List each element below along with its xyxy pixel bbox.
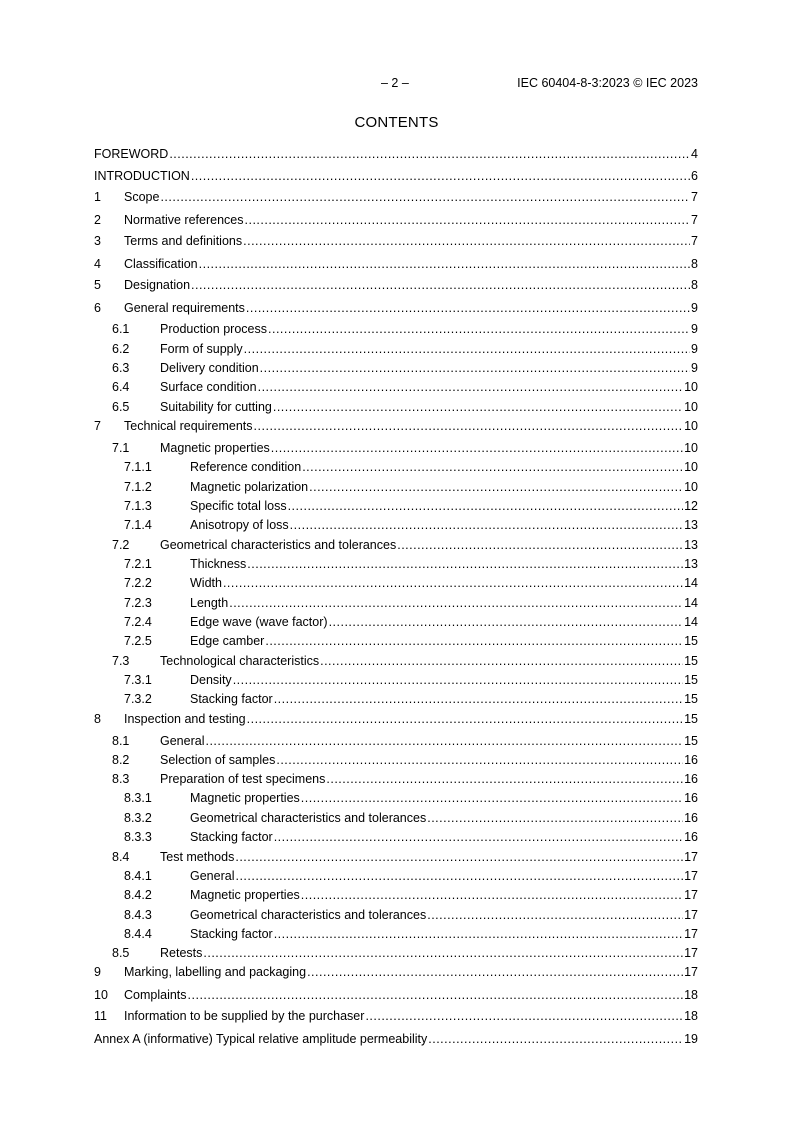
toc-entry-page: 18 bbox=[684, 988, 698, 1002]
toc-entry-page: 17 bbox=[684, 850, 698, 864]
toc-entry-page: 17 bbox=[684, 965, 698, 979]
toc-entry[interactable] bbox=[94, 653, 698, 669]
toc-entry[interactable] bbox=[94, 790, 698, 806]
toc-entry[interactable] bbox=[94, 233, 698, 249]
toc-entry-page: 7 bbox=[691, 234, 698, 248]
dot-leader bbox=[254, 418, 684, 434]
toc-entry-number: 7.3 bbox=[112, 654, 130, 668]
dot-leader bbox=[243, 233, 690, 249]
toc-entry[interactable] bbox=[94, 1031, 698, 1047]
toc-entry[interactable] bbox=[94, 1008, 698, 1024]
toc-entry-page: 15 bbox=[684, 634, 698, 648]
toc-entry-title: Suitability for cutting bbox=[160, 400, 272, 414]
toc-entry-number: 7.3.1 bbox=[124, 673, 152, 687]
toc-entry-page: 14 bbox=[684, 596, 698, 610]
toc-entry-title: General requirements bbox=[124, 301, 245, 315]
contents-title: CONTENTS bbox=[354, 114, 439, 131]
toc-entry-number: 5 bbox=[94, 278, 101, 292]
toc-entry-title: Length bbox=[190, 596, 229, 610]
toc-entry[interactable] bbox=[94, 440, 698, 456]
toc-entry-number: 8.4.2 bbox=[124, 888, 152, 902]
toc-entry-page: 10 bbox=[684, 419, 698, 433]
toc-entry-title: Stacking factor bbox=[190, 927, 273, 941]
toc-entry[interactable] bbox=[94, 168, 698, 184]
toc-entry-page: 9 bbox=[691, 301, 698, 315]
toc-entry-number: 3 bbox=[94, 234, 101, 248]
toc-entry-title: Production process bbox=[160, 322, 268, 336]
toc-entry[interactable] bbox=[94, 964, 698, 980]
toc-entry-number: 6.5 bbox=[112, 400, 130, 414]
dot-leader bbox=[365, 1008, 683, 1024]
toc-entry[interactable] bbox=[94, 418, 698, 434]
toc-entry-title: Surface condition bbox=[160, 380, 257, 394]
toc-entry[interactable] bbox=[94, 537, 698, 553]
document-reference: IEC 60404-8-3:2023 © IEC 2023 bbox=[517, 76, 698, 90]
toc-entry-number: 8.2 bbox=[112, 753, 130, 767]
toc-entry-title: Edge camber bbox=[190, 634, 265, 648]
toc-entry-title: General bbox=[160, 734, 205, 748]
toc-entry-number: 7.1 bbox=[112, 441, 130, 455]
toc-entry[interactable] bbox=[94, 321, 698, 337]
toc-entry-title: Normative references bbox=[124, 213, 244, 227]
toc-entry-title: FOREWORD bbox=[94, 147, 169, 161]
toc-entry[interactable] bbox=[94, 733, 698, 749]
toc-entry-title: Anisotropy of loss bbox=[190, 518, 289, 532]
toc-entry-title: Magnetic properties bbox=[190, 791, 300, 805]
toc-entry[interactable] bbox=[94, 771, 698, 787]
toc-entry-page: 10 bbox=[684, 400, 698, 414]
toc-entry-title: Edge wave (wave factor) bbox=[190, 615, 328, 629]
toc-entry-number: 7.2.3 bbox=[124, 596, 152, 610]
toc-entry-number: 7.1.4 bbox=[124, 518, 152, 532]
dot-leader bbox=[260, 360, 690, 376]
dot-leader bbox=[191, 277, 690, 293]
toc-entry-title: Technological characteristics bbox=[160, 654, 320, 668]
toc-entry-page: 10 bbox=[684, 460, 698, 474]
toc-entry-number: 6.1 bbox=[112, 322, 130, 336]
dot-leader bbox=[428, 1031, 683, 1047]
toc-entry-title: Technical requirements bbox=[124, 419, 253, 433]
toc-entry[interactable] bbox=[94, 341, 698, 357]
toc-entry-page: 9 bbox=[691, 322, 698, 336]
toc-entry[interactable] bbox=[94, 300, 698, 316]
dot-leader bbox=[188, 987, 684, 1003]
toc-entry[interactable] bbox=[94, 360, 698, 376]
toc-entry-title: Test methods bbox=[160, 850, 235, 864]
toc-entry[interactable] bbox=[94, 987, 698, 1003]
toc-entry-number: 6 bbox=[94, 301, 101, 315]
dot-leader bbox=[302, 459, 683, 475]
dot-leader bbox=[290, 517, 683, 533]
toc-entry-title: Magnetic properties bbox=[160, 441, 270, 455]
dot-leader bbox=[329, 614, 684, 630]
toc-entry-page: 15 bbox=[684, 673, 698, 687]
toc-entry-title: General bbox=[190, 869, 235, 883]
dot-leader bbox=[229, 595, 683, 611]
toc-entry-number: 7.1.1 bbox=[124, 460, 152, 474]
dot-leader bbox=[199, 256, 690, 272]
toc-entry-number: 6.2 bbox=[112, 342, 130, 356]
toc-entry-title: Selection of samples bbox=[160, 753, 276, 767]
toc-entry[interactable] bbox=[94, 926, 698, 942]
toc-entry-number: 6.3 bbox=[112, 361, 130, 375]
dot-leader bbox=[233, 672, 683, 688]
toc-entry-title: Reference condition bbox=[190, 460, 302, 474]
toc-entry-title: Terms and definitions bbox=[124, 234, 243, 248]
toc-entry-page: 13 bbox=[684, 538, 698, 552]
toc-entry-number: 8.4.4 bbox=[124, 927, 152, 941]
toc-entry-number: 7 bbox=[94, 419, 101, 433]
toc-entry-title: Width bbox=[190, 576, 222, 590]
dot-leader bbox=[258, 379, 684, 395]
toc-entry-page: 16 bbox=[684, 830, 698, 844]
toc-entry-title: Stacking factor bbox=[190, 692, 273, 706]
dot-leader bbox=[169, 146, 690, 162]
toc-entry-number: 8.3 bbox=[112, 772, 130, 786]
toc-entry-number: 8.4.1 bbox=[124, 869, 152, 883]
toc-entry-title: Geometrical characteristics and tolerances bbox=[190, 908, 427, 922]
dot-leader bbox=[271, 440, 683, 456]
dot-leader bbox=[247, 711, 683, 727]
toc-entry-title: Complaints bbox=[124, 988, 187, 1002]
toc-entry-number: 8.4.3 bbox=[124, 908, 152, 922]
toc-entry-title: Magnetic properties bbox=[190, 888, 300, 902]
toc-entry-page: 4 bbox=[691, 147, 698, 161]
toc-entry-page: 15 bbox=[684, 692, 698, 706]
dot-leader bbox=[191, 168, 690, 184]
toc-entry-title: Magnetic polarization bbox=[190, 480, 309, 494]
toc-entry-page: 10 bbox=[684, 380, 698, 394]
dot-leader bbox=[288, 498, 684, 514]
toc-entry-title: Geometrical characteristics and tolerances bbox=[190, 811, 427, 825]
toc-entry-title: Designation bbox=[124, 278, 191, 292]
dot-leader bbox=[247, 556, 683, 572]
toc-entry-page: 10 bbox=[684, 480, 698, 494]
toc-entry[interactable] bbox=[94, 212, 698, 228]
dot-leader bbox=[427, 907, 683, 923]
toc-entry-page: 15 bbox=[684, 734, 698, 748]
dot-leader bbox=[301, 790, 683, 806]
dot-leader bbox=[274, 691, 683, 707]
toc-entry-number: 8 bbox=[94, 712, 101, 726]
toc-entry[interactable] bbox=[94, 256, 698, 272]
toc-entry-number: 8.3.1 bbox=[124, 791, 152, 805]
toc-entry-number: 8.5 bbox=[112, 946, 130, 960]
dot-leader bbox=[309, 479, 683, 495]
toc-entry-title: Thickness bbox=[190, 557, 247, 571]
toc-entry[interactable] bbox=[94, 752, 698, 768]
toc-entry-number: 9 bbox=[94, 965, 101, 979]
toc-entry-page: 15 bbox=[684, 654, 698, 668]
toc-entry[interactable] bbox=[94, 810, 698, 826]
toc-entry-page: 10 bbox=[684, 441, 698, 455]
toc-entry-number: 4 bbox=[94, 257, 101, 271]
toc-entry-page: 9 bbox=[691, 361, 698, 375]
toc-entry-number: 7.1.2 bbox=[124, 480, 152, 494]
toc-entry-number: 1 bbox=[94, 190, 101, 204]
toc-entry-page: 18 bbox=[684, 1009, 698, 1023]
toc-entry[interactable] bbox=[94, 575, 698, 591]
toc-entry[interactable] bbox=[94, 849, 698, 865]
toc-entry-page: 16 bbox=[684, 753, 698, 767]
toc-entry-title: Stacking factor bbox=[190, 830, 273, 844]
toc-entry-title: Inspection and testing bbox=[124, 712, 246, 726]
toc-entry-title: INTRODUCTION bbox=[94, 169, 190, 183]
toc-entry-title: Scope bbox=[124, 190, 160, 204]
dot-leader bbox=[274, 829, 683, 845]
toc-entry[interactable] bbox=[94, 868, 698, 884]
toc-entry[interactable] bbox=[94, 672, 698, 688]
toc-entry-title: Form of supply bbox=[160, 342, 243, 356]
dot-leader bbox=[160, 189, 690, 205]
toc-entry[interactable] bbox=[94, 907, 698, 923]
dot-leader bbox=[268, 321, 690, 337]
toc-entry[interactable] bbox=[94, 887, 698, 903]
toc-entry-page: 16 bbox=[684, 772, 698, 786]
toc-entry[interactable] bbox=[94, 459, 698, 475]
toc-entry-page: 6 bbox=[691, 169, 698, 183]
toc-entry-page: 8 bbox=[691, 257, 698, 271]
toc-entry[interactable] bbox=[94, 399, 698, 415]
dot-leader bbox=[427, 810, 683, 826]
toc-entry-title: Marking, labelling and packaging bbox=[124, 965, 307, 979]
toc-entry[interactable] bbox=[94, 945, 698, 961]
toc-entry-number: 7.2.4 bbox=[124, 615, 152, 629]
toc-entry-number: 6.4 bbox=[112, 380, 130, 394]
toc-entry-number: 7.2.5 bbox=[124, 634, 152, 648]
toc-entry-title: Classification bbox=[124, 257, 198, 271]
dot-leader bbox=[203, 945, 683, 961]
toc-entry[interactable] bbox=[94, 498, 698, 514]
toc-entry[interactable] bbox=[94, 595, 698, 611]
dot-leader bbox=[235, 849, 683, 865]
toc-entry[interactable] bbox=[94, 379, 698, 395]
toc-entry-page: 13 bbox=[684, 557, 698, 571]
toc-entry-page: 13 bbox=[684, 518, 698, 532]
toc-entry-number: 2 bbox=[94, 213, 101, 227]
dot-leader bbox=[320, 653, 683, 669]
toc-entry[interactable] bbox=[94, 614, 698, 630]
toc-entry-page: 9 bbox=[691, 342, 698, 356]
toc-entry-page: 19 bbox=[684, 1032, 698, 1046]
toc-entry-page: 7 bbox=[691, 213, 698, 227]
dot-leader bbox=[245, 212, 691, 228]
toc-entry[interactable] bbox=[94, 189, 698, 205]
toc-entry-page: 14 bbox=[684, 576, 698, 590]
toc-entry-page: 15 bbox=[684, 712, 698, 726]
dot-leader bbox=[223, 575, 683, 591]
dot-leader bbox=[276, 752, 683, 768]
toc-entry-title: Retests bbox=[160, 946, 203, 960]
toc-entry-number: 7.3.2 bbox=[124, 692, 152, 706]
page-number: – 2 – bbox=[381, 76, 409, 90]
toc-entry[interactable] bbox=[94, 829, 698, 845]
toc-entry-title: Information to be supplied by the purchaser bbox=[124, 1009, 365, 1023]
toc-entry-page: 12 bbox=[684, 499, 698, 513]
toc-entry-page: 16 bbox=[684, 791, 698, 805]
toc-entry-number: 8.3.3 bbox=[124, 830, 152, 844]
toc-entry-title: Geometrical characteristics and tolerances bbox=[160, 538, 397, 552]
toc-entry-title: Annex A (informative) Typical relative amplitude permeability bbox=[94, 1032, 428, 1046]
toc-entry-number: 7.1.3 bbox=[124, 499, 152, 513]
toc-entry-page: 17 bbox=[684, 869, 698, 883]
toc-entry-title: Delivery condition bbox=[160, 361, 259, 375]
toc-entry[interactable] bbox=[94, 146, 698, 162]
toc-entry-title: Density bbox=[190, 673, 232, 687]
dot-leader bbox=[244, 341, 690, 357]
toc-entry[interactable] bbox=[94, 479, 698, 495]
dot-leader bbox=[205, 733, 683, 749]
toc-entry-title: Preparation of test specimens bbox=[160, 772, 326, 786]
toc-entry-number: 7.2 bbox=[112, 538, 130, 552]
toc-entry-number: 8.4 bbox=[112, 850, 130, 864]
toc-entry[interactable] bbox=[94, 691, 698, 707]
toc-entry[interactable] bbox=[94, 517, 698, 533]
toc-entry-number: 7.2.1 bbox=[124, 557, 152, 571]
dot-leader bbox=[397, 537, 683, 553]
dot-leader bbox=[235, 868, 683, 884]
toc-entry-page: 17 bbox=[684, 888, 698, 902]
toc-entry-page: 16 bbox=[684, 811, 698, 825]
dot-leader bbox=[301, 887, 683, 903]
dot-leader bbox=[326, 771, 683, 787]
toc-entry-number: 7.2.2 bbox=[124, 576, 152, 590]
dot-leader bbox=[273, 399, 683, 415]
toc-entry-page: 17 bbox=[684, 908, 698, 922]
toc-entry-number: 8.3.2 bbox=[124, 811, 152, 825]
toc-entry-page: 7 bbox=[691, 190, 698, 204]
toc-entry-number: 8.1 bbox=[112, 734, 130, 748]
toc-entry-title: Specific total loss bbox=[190, 499, 287, 513]
toc-entry[interactable] bbox=[94, 711, 698, 727]
toc-entry-number: 10 bbox=[94, 988, 108, 1002]
toc-entry-page: 14 bbox=[684, 615, 698, 629]
dot-leader bbox=[274, 926, 683, 942]
toc-entry-page: 17 bbox=[684, 927, 698, 941]
toc-entry[interactable] bbox=[94, 277, 698, 293]
toc-entry-page: 8 bbox=[691, 278, 698, 292]
toc-entry[interactable] bbox=[94, 556, 698, 572]
dot-leader bbox=[246, 300, 690, 316]
dot-leader bbox=[307, 964, 683, 980]
dot-leader bbox=[265, 633, 683, 649]
toc-entry[interactable] bbox=[94, 633, 698, 649]
toc-entry-number: 11 bbox=[94, 1009, 107, 1023]
toc-entry-page: 17 bbox=[684, 946, 698, 960]
